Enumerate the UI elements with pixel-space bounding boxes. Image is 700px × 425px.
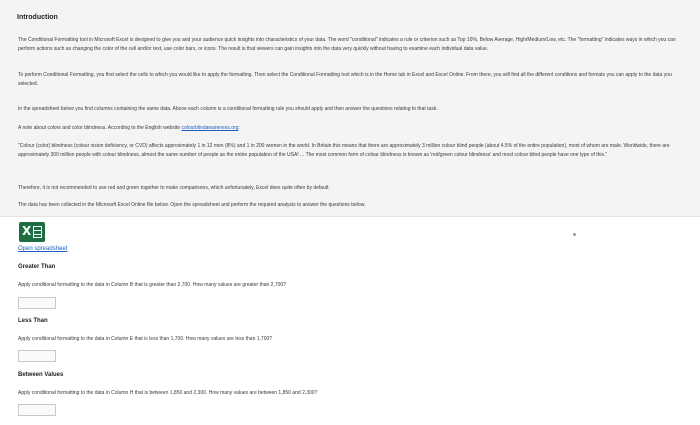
intro-paragraph-3: In the spreadsheet below you find columns containing the same data. Above each column is a conditional formatting rule you should apply and then answer the questions relating to that task. <box>18 106 438 112</box>
question-2-text: Apply conditional formatting to the data in Column E that is less than 1,700. How many values are less than 1,700? <box>18 336 273 342</box>
color-note-text: A note about colors and color blindness. According to the English website <box>18 125 181 131</box>
intro-paragraph-4 <box>18 124 678 133</box>
question-1-text: Apply conditional formatting to the data in Column B that is greater than 2,700. How many values are greater than 2,700? <box>18 282 286 288</box>
question-3-answer-field[interactable] <box>18 404 56 416</box>
question-2-title: Less Than <box>18 318 48 324</box>
colour-blindness-quote: "Colour (color) blindness (colour vision deficiency, or CVD) affects approximately 1 in 12 men (8%) and 1 in 200 women in the world. In Britain this means that there are approximately 3 million colour blind people (about 4.5% of the entire population), most of whom are male. Worldwide, there are approximately 300 million people with colour blindness, almost the same number of people as the entire population of the USA! ... The most common form of colour blindness is known as 'red/green colour blindness' and most colour blind people have one type of this." <box>18 143 670 158</box>
introduction-heading: Introduction <box>17 14 58 21</box>
question-3-title: Between Values <box>18 372 64 378</box>
question-2-answer-field[interactable] <box>18 350 56 362</box>
question-1-answer-field[interactable] <box>18 297 56 309</box>
question-1-title: Greater Than <box>18 264 56 270</box>
color-note-colon: : <box>238 125 240 131</box>
excel-icon[interactable]: X <box>19 222 45 242</box>
intro-paragraph-1: The Conditional Formatting tool in Microsoft Excel is designed to give you and your audience quick insights into characteristics of your data. The word "conditional" indicates a rule or criterion such as Top 10%, Below Average, High/Medium/Low, etc. The "formatting" indicates ways in which you can perform actions such as changing the color of the cell and/or text, use color bars, or icons. The result is that viewers can gain insights into the data very quickly without having to examine each individual data value. <box>18 37 676 52</box>
question-3-text: Apply conditional formatting to the data in Column H that is between 1,850 and 2,300. How many values are between 1,850 and 2,300? <box>18 390 318 396</box>
open-spreadsheet-link[interactable]: Open spreadsheet <box>18 246 68 252</box>
more-options-dot-icon <box>573 233 576 236</box>
intro-paragraph-2: To perform Conditional Formatting, you first select the cells to which you would like to apply the formatting. Then select the Conditional Formatting tool which is in the Home tab in Excel and Excel Online. From there, you will find all the different conditions and formats you can apply to the data you selected. <box>18 72 672 87</box>
intro-paragraph-7: The data has been collected in the Microsoft Excel Online file below. Open the spreadsheet and perform the required analysis to answer the questions below. <box>18 202 366 208</box>
colourblindawareness-link[interactable]: colourblindawareness.org <box>181 125 239 131</box>
intro-paragraph-6: Therefore, it is not recommended to use red and green together to make comparisons, which unfortunately, Excel does quite often by default. <box>18 185 330 191</box>
